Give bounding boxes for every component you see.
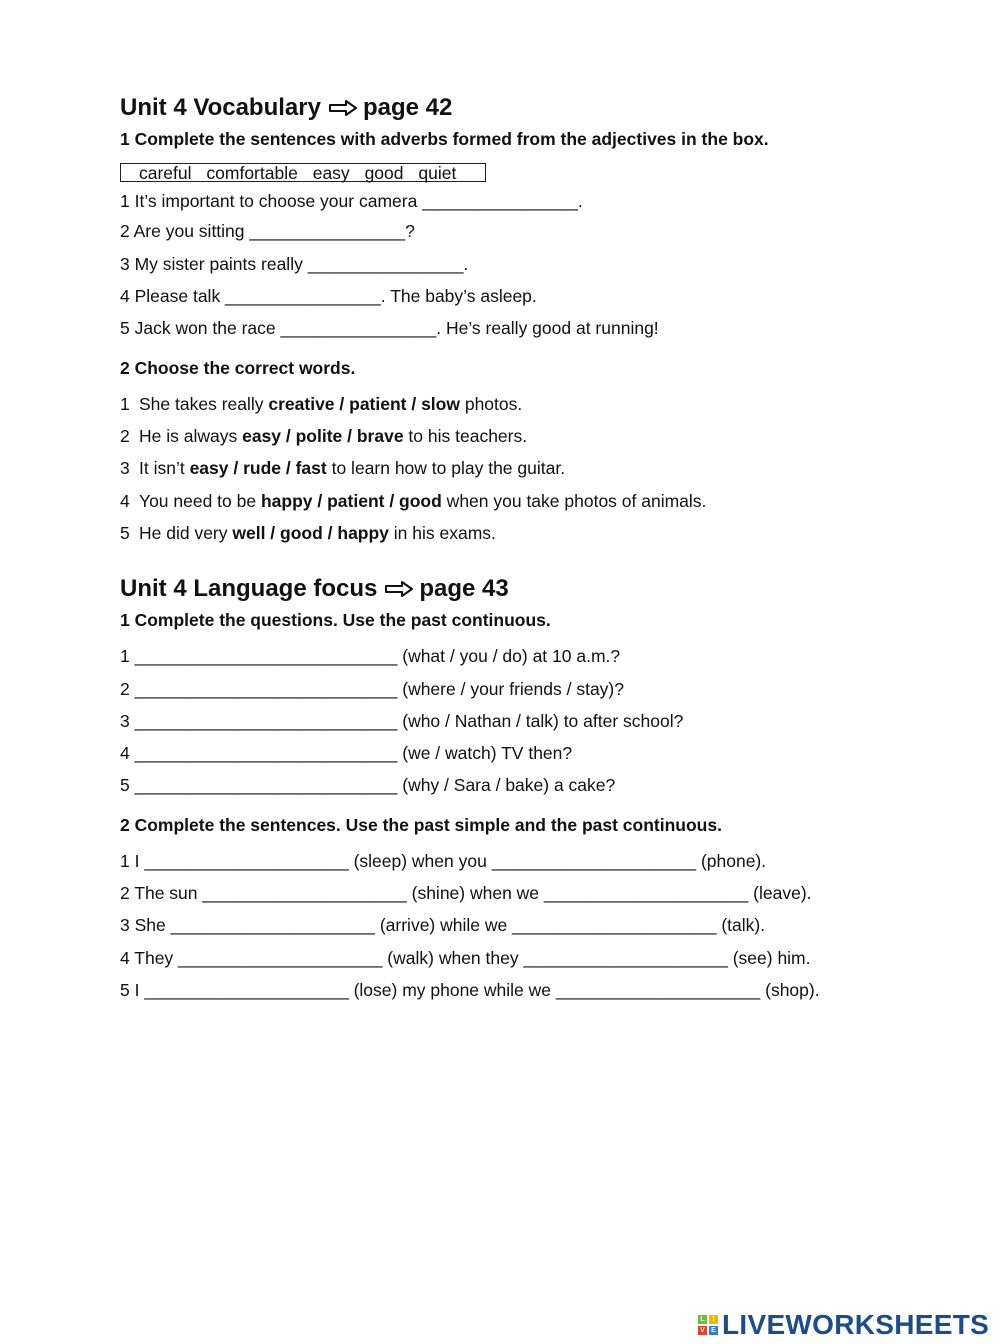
- lang-ex2-item[interactable]: 3 She _____________________ (arrive) while we _____________________ (talk).: [120, 915, 766, 935]
- language-focus-heading: [120, 575, 509, 604]
- lang-ex2-item[interactable]: 4 They _____________________ (walk) when they _____________________ (see) him.: [120, 948, 811, 968]
- lang-ex1-item[interactable]: 4 ___________________________ (we / watch) TV then?: [120, 743, 573, 763]
- lang-ex2-item[interactable]: 5 I _____________________ (lose) my phone while we _____________________ (shop).: [120, 980, 820, 1000]
- vocab-ex2-item: 2 He is always easy / polite / brave to his teachers.: [120, 426, 528, 446]
- vocab-ex1-item[interactable]: 4 Please talk ________________. The baby’s asleep.: [120, 286, 537, 306]
- word-box-item: careful: [139, 163, 192, 183]
- liveworksheets-logo: [698, 1309, 990, 1340]
- word-choice[interactable]: well / good / happy: [232, 523, 389, 543]
- word-choice[interactable]: easy / rude / fast: [189, 458, 327, 478]
- vocab-ex2-item: 4 You need to be happy / patient / good when you take photos of animals.: [120, 491, 707, 511]
- vocab-ex2-item: 1 She takes really creative / patient / slow photos.: [120, 394, 523, 414]
- vocab-ex2-item: 3 It isn’t easy / rude / fast to learn how to play the guitar.: [120, 458, 566, 478]
- lang-ex2-item[interactable]: 1 I _____________________ (sleep) when you _____________________ (phone).: [120, 851, 767, 871]
- logo-letter: V: [698, 1326, 707, 1335]
- lang-ex2-item[interactable]: 2 The sun _____________________ (shine) when we _____________________ (leave).: [120, 883, 812, 903]
- lang-ex1-instruction: 1 Complete the questions. Use the past continuous.: [120, 610, 551, 630]
- vocabulary-heading-page: page 42: [362, 94, 453, 121]
- vocab-ex1-item[interactable]: 5 Jack won the race ________________. He’s really good at running!: [120, 318, 659, 338]
- arrow-right-icon: [385, 576, 413, 604]
- word-choice[interactable]: happy / patient / good: [260, 491, 442, 511]
- language-heading-page: page 43: [419, 575, 509, 602]
- logo-letter: L: [698, 1315, 707, 1324]
- vocab-ex2-item: 5 He did very well / good / happy in his exams.: [120, 523, 496, 543]
- word-box: [120, 163, 486, 182]
- logo-mark: [698, 1315, 718, 1335]
- word-box-item: easy: [312, 163, 350, 183]
- word-choice[interactable]: creative / patient / slow: [268, 394, 460, 414]
- vocab-ex1-item[interactable]: 1 It’s important to choose your camera ________________.: [120, 191, 583, 211]
- vocab-ex1-instruction: 1 Complete the sentences with adverbs formed from the adjectives in the box.: [120, 129, 769, 149]
- word-box-item: good: [364, 163, 404, 183]
- vocab-ex1-item[interactable]: 2 Are you sitting ________________?: [120, 221, 415, 241]
- vocabulary-heading: [120, 94, 452, 123]
- vocabulary-heading-title: Unit 4 Vocabulary: [120, 94, 321, 121]
- logo-text: LIVEWORKSHEETS: [722, 1309, 990, 1340]
- lang-ex1-item[interactable]: 1 ___________________________ (what / you / do) at 10 a.m.?: [120, 646, 621, 666]
- logo-letter: I: [709, 1315, 718, 1324]
- lang-ex1-item[interactable]: 2 ___________________________ (where / your friends / stay)?: [120, 679, 624, 699]
- vocab-ex1-item[interactable]: 3 My sister paints really ________________.: [120, 254, 469, 274]
- lang-ex1-item[interactable]: 3 ___________________________ (who / Nathan / talk) to after school?: [120, 711, 684, 731]
- lang-ex1-item[interactable]: 5 ___________________________ (why / Sara / bake) a cake?: [120, 775, 616, 795]
- vocab-ex2-instruction: 2 Choose the correct words.: [120, 358, 356, 378]
- word-box-item: quiet: [418, 163, 457, 183]
- logo-letter: E: [709, 1326, 718, 1335]
- lang-ex2-instruction: 2 Complete the sentences. Use the past simple and the past continuous.: [120, 815, 722, 835]
- language-heading-title: Unit 4 Language focus: [120, 575, 378, 602]
- word-box-item: comfortable: [206, 163, 298, 183]
- arrow-right-icon: [329, 95, 357, 123]
- word-choice[interactable]: easy / polite / brave: [242, 426, 404, 446]
